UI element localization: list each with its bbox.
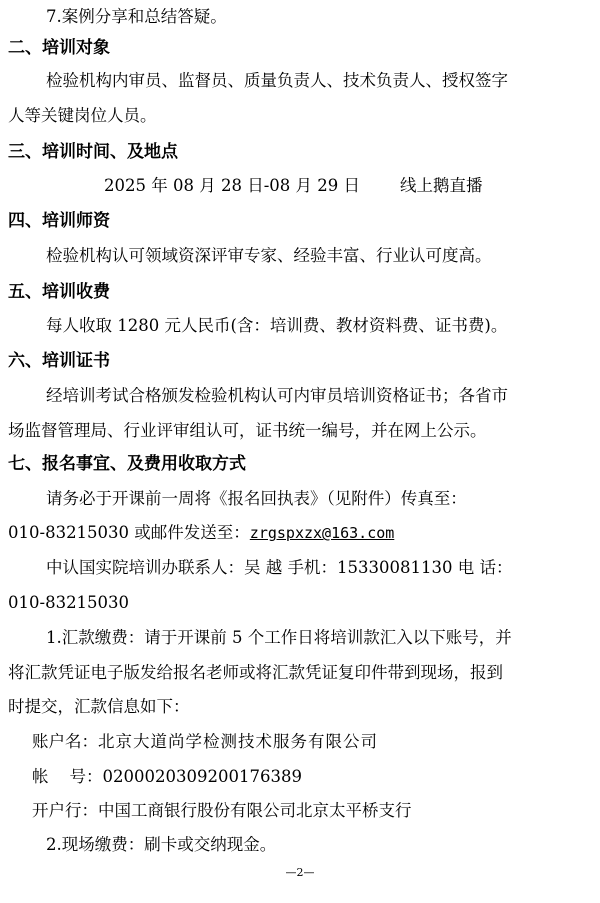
paragraph-instructors: 检验机构认可领域资深评审专家、经验丰富、行业认可度高。 <box>46 246 492 265</box>
paragraph-trainees-2: 人等关键岗位人员。 <box>8 106 157 125</box>
email-link[interactable]: zrgspxzx@163.com <box>249 524 395 542</box>
account-number-value: 0200020309200176389 <box>102 767 302 786</box>
onsite-payment-paragraph: 2.现场缴费：刷卡或交纳现金。 <box>46 835 277 854</box>
heading-registration: 七、报名事宜、及费用收取方式 <box>8 454 246 474</box>
heading-instructors: 四、培训师资 <box>8 211 110 231</box>
contact-line: 中认国实院培训办联系人：吴 越 手机：15330081130 电 话： <box>46 558 513 577</box>
heading-certificate: 六、培训证书 <box>8 351 110 371</box>
account-number-label: 帐 号： <box>32 767 103 786</box>
contact-phone: 010-83215030 <box>8 593 130 612</box>
account-name-label: 账户名： <box>32 732 98 751</box>
list-item-7: 7.案例分享和总结答疑。 <box>46 7 227 26</box>
heading-time-place: 三、培训时间、及地点 <box>8 142 178 162</box>
remittance-paragraph-1: 1.汇款缴费：请于开课前 5 个工作日将培训款汇入以下账号，并 <box>46 628 512 647</box>
paragraph-certificate-2: 场监督管理局、行业评审组认可，证书统一编号，并在网上公示。 <box>8 421 487 440</box>
page-number: —2— <box>285 866 315 879</box>
account-number-row <box>32 766 600 788</box>
remittance-paragraph-3: 时提交，汇款信息如下： <box>8 697 190 716</box>
training-dates: 2025 年 08 月 28 日-08 月 29 日 <box>104 176 361 195</box>
remittance-paragraph-2: 将汇款凭证电子版发给报名老师或将汇款凭证复印件带到现场，报到 <box>8 663 503 682</box>
bank-value: 中国工商银行股份有限公司北京太平桥支行 <box>98 801 412 820</box>
paragraph-trainees-1: 检验机构内审员、监督员、质量负责人、技术负责人、授权签字 <box>46 71 508 90</box>
fax-and-email-prefix: 010-83215030 或邮件发送至： <box>8 523 250 542</box>
bank-row <box>32 800 600 822</box>
training-location: 线上鹅直播 <box>400 176 483 195</box>
paragraph-certificate-1: 经培训考试合格颁发检验机构认可内审员培训资格证书；各省市 <box>46 386 508 405</box>
paragraph-fees: 每人收取 1280 元人民币(含：培训费、教材资料费、证书费)。 <box>46 316 508 335</box>
account-name-value: 北京大道尚学检测技术服务有限公司 <box>98 732 378 751</box>
heading-fees: 五、培训收费 <box>8 282 110 302</box>
paragraph-registration-2 <box>8 522 600 544</box>
heading-trainees: 二、培训对象 <box>8 38 110 58</box>
paragraph-registration-1: 请务必于开课前一周将《报名回执表》（见附件）传真至： <box>46 489 467 508</box>
account-name-row <box>32 731 600 753</box>
bank-label: 开户行： <box>32 801 98 820</box>
